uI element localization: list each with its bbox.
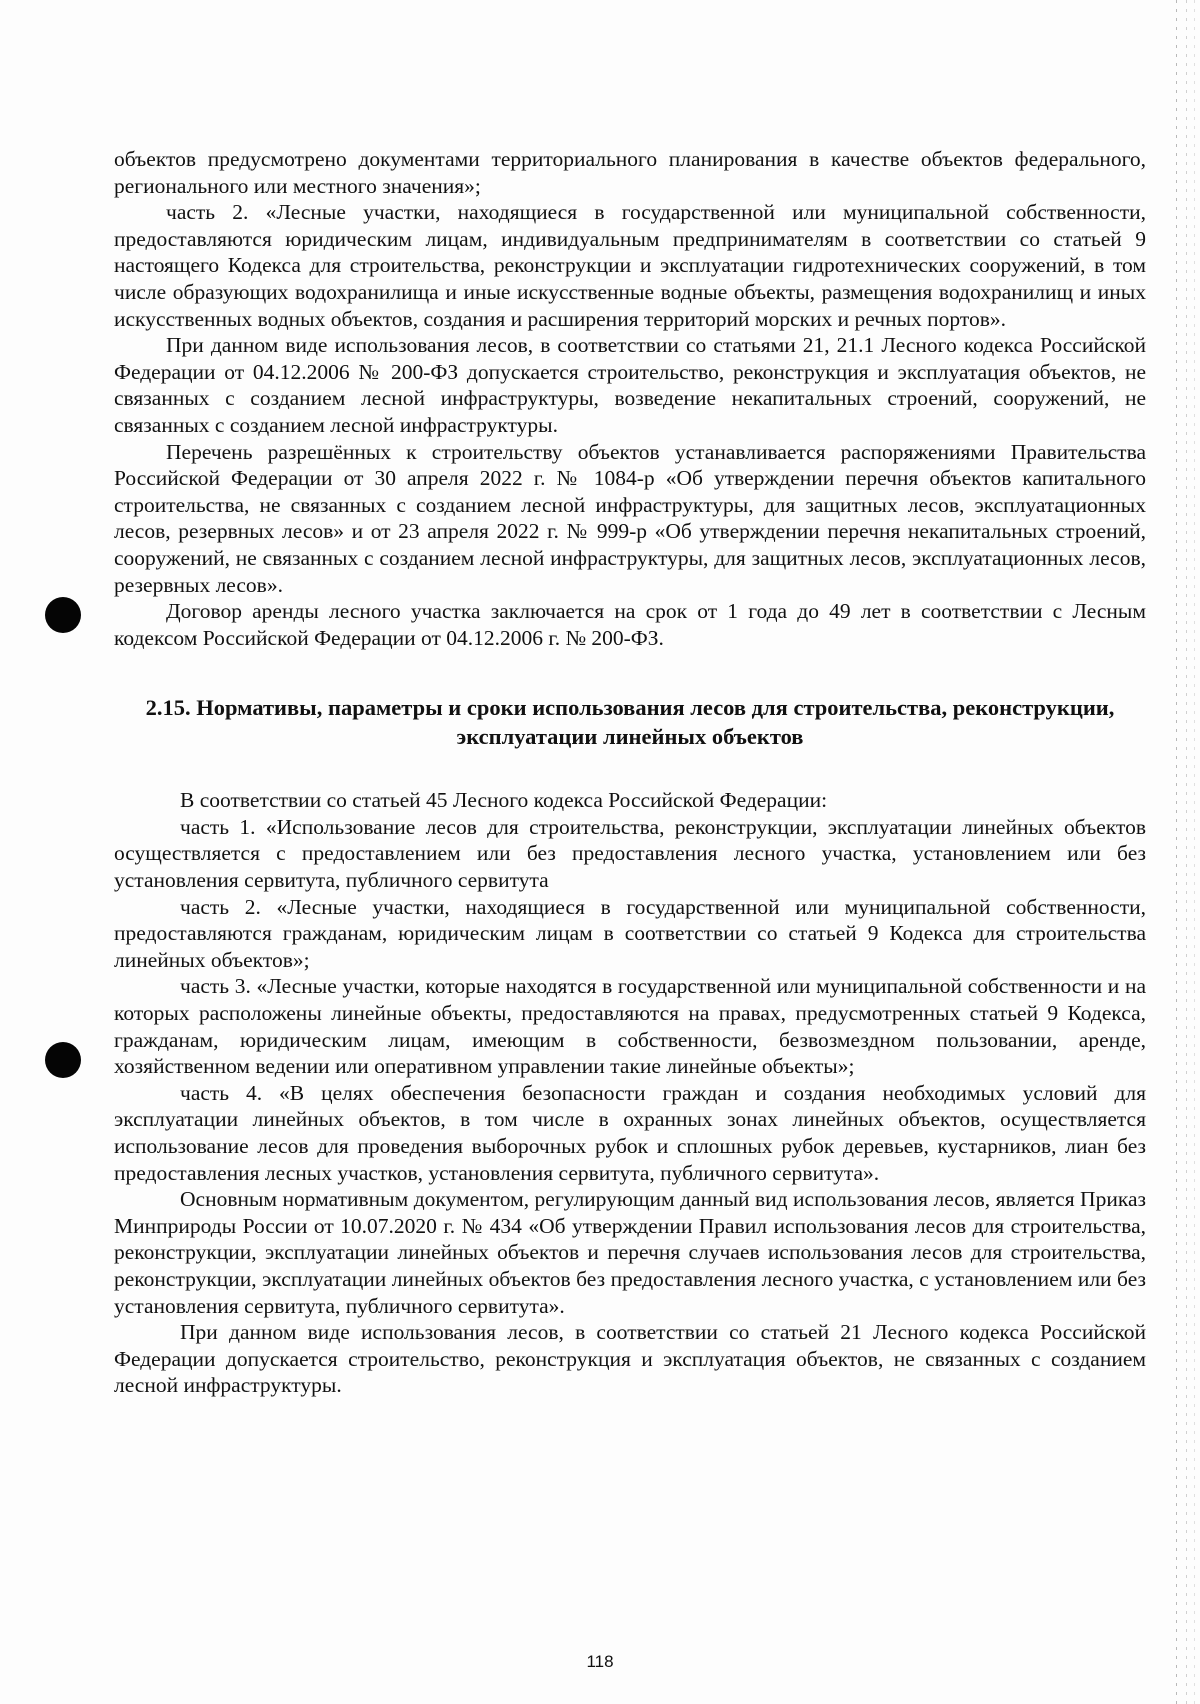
scan-edge-artifact: [1194, 0, 1195, 1704]
paragraph-part-2-linear: часть 2. «Лесные участки, находящиеся в государственной или муниципальной собственности, предоставляются гражданам, юридическим лицам в соответствии со статьей 9 Кодекса для строительства линейных объектов»;: [114, 894, 1146, 972]
paragraph-part-4: часть 4. «В целях обеспечения безопасности граждан и создания необходимых условий для эксплуатации линейных объектов, в том числе в охранных зонах линейных объектов, осуществляется использование лесов для проведения выборочных рубок и сплошных рубок деревьев, кустарников, лиан без предоставления лесных участков, установления сервитута, публичного сервитута».: [114, 1080, 1146, 1185]
paragraph-part-2: часть 2. «Лесные участки, находящиеся в государственной или муниципальной собственности, предоставляются юридическим лицам, индивидуальным предпринимателям в соответствии со статьей 9 настоящего Кодекса для строительства, реконструкции и эксплуатации гидротехнических сооружений, в том числе образующих водохранилища и иные искусственные водные объекты, размещения водохранилищ и иных искусственных водных объектов, создания и расширения территорий морских и речных портов».: [114, 200, 1146, 331]
paragraph-article-21: При данном виде использования лесов, в соответствии со статьей 21 Лесного кодекса Российской Федерации допускается строительство, реконструкция и эксплуатация объектов, не связанных с созданием лесной инфраструктуры.: [114, 1320, 1146, 1398]
page-number: 118: [586, 1652, 614, 1671]
scan-edge-artifact: [1176, 0, 1177, 1704]
paragraph-usage-articles: При данном виде использования лесов, в соответствии со статьями 21, 21.1 Лесного кодекса Российской Федерации от 04.12.2006 № 200-ФЗ допускается строительство, реконструкция и эксплуатация объектов, не связанных с созданием лесной инфраструктуры, возведение некапитальных строений, сооружений, не связанных с созданием лесной инфраструктуры.: [114, 333, 1146, 437]
paragraph-main-regulation: Основным нормативным документом, регулирующим данный вид использования лесов, является Приказ Минприроды России от 10.07.2020 г. № 434 «Об утверждении Правил использования лесов для строительства, реконструкции, эксплуатации линейных объектов и перечня случаев использования лесов для строительства, реконструкции, эксплуатации линейных объектов без предоставления лесного участка, с установлением или без установления сервитута, публичного сервитута».: [114, 1187, 1146, 1318]
document-body: [114, 146, 1146, 1399]
paragraph-continuation: объектов предусмотрено документами территориального планирования в качестве объектов федерального, регионального или местного значения»;: [114, 147, 1146, 198]
paragraph-part-1: часть 1. «Использование лесов для строительства, реконструкции, эксплуатации линейных объектов осуществляется с предоставлением или без предоставления лесного участка, установлением или без установления сервитута, публичного сервитута: [114, 814, 1146, 893]
paragraph-part-3: часть 3. «Лесные участки, которые находятся в государственной или муниципальной собственности и на которых расположены линейные объекты, предоставляются на правах, предусмотренных статьей 9 Кодекса, гражданам, юридическим лицам, имеющим в собственности, безвозмездном пользовании, аренде, хозяйственном ведении или оперативном управлении такие линейные объекты»;: [114, 974, 1146, 1079]
scan-edge-artifact: [1186, 0, 1187, 1704]
paragraph-article-45: В соответствии со статьей 45 Лесного кодекса Российской Федерации:: [180, 788, 828, 813]
paragraph-lease-term: Договор аренды лесного участка заключается на срок от 1 года до 49 лет в соответствии с Лесным кодексом Российской Федерации от 04.12.2006 г. № 200-ФЗ.: [114, 599, 1146, 650]
punch-hole: [45, 597, 81, 633]
paragraph-permitted-objects: Перечень разрешённых к строительству объектов устанавливается распоряжениями Правительства Российской Федерации от 30 апреля 2022 г. № 1084-р «Об утверждении перечня объектов капитального строительства, не связанных с созданием лесной инфраструктуры, для защитных лесов, эксплуатационных лесов, резервных лесов» и от 23 апреля 2022 г. № 999-р «Об утверждении перечня некапитальных строений, сооружений, не связанных с созданием лесной инфраструктуры, для защитных лесов, эксплуатационных лесов, резервных лесов».: [114, 439, 1146, 597]
section-heading: 2.15. Нормативы, параметры и сроки использования лесов для строительства, реконструкции, эксплуатации линейных объектов: [145, 695, 1115, 750]
punch-hole: [45, 1042, 81, 1078]
